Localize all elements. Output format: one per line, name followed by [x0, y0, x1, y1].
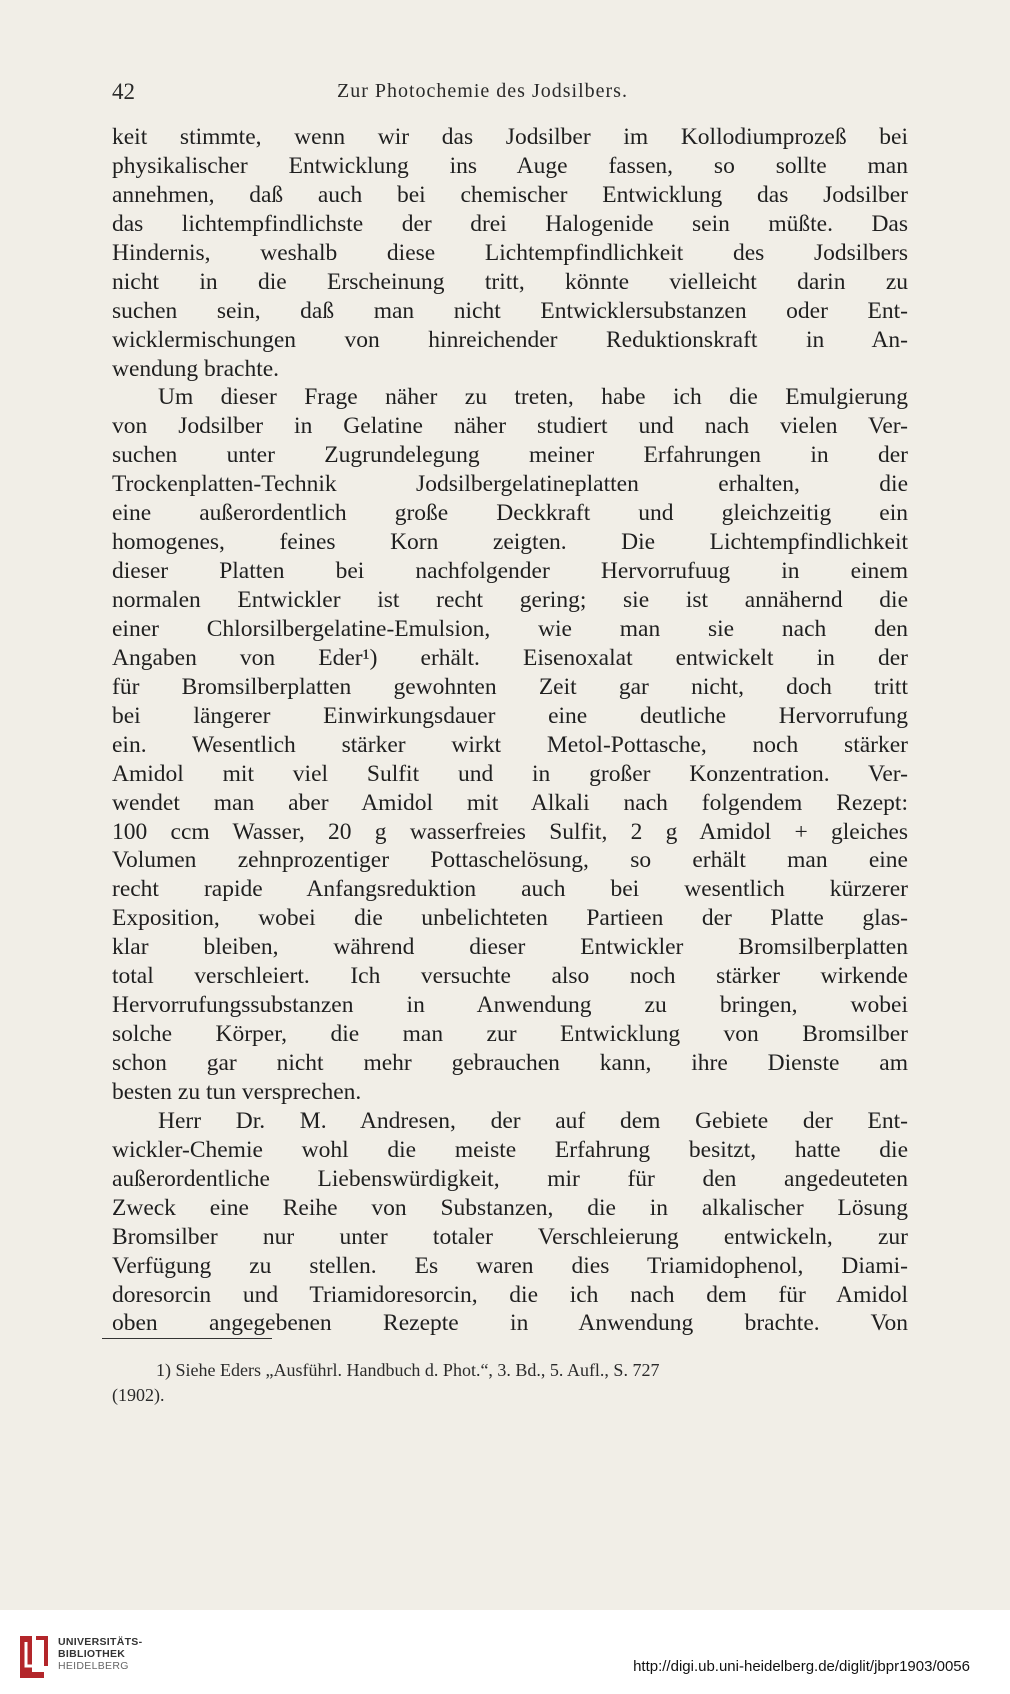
text-line: von Jodsilber in Gelatine näher studiert und nach vielen Ver-	[112, 413, 908, 440]
page-header	[112, 79, 906, 111]
text-line: das lichtempfindlichste der drei Halogenide sein müßte. Das	[112, 210, 908, 237]
text-line: keit stimmte, wenn wir das Jodsilber im Kollodiumprozeß bei	[112, 124, 908, 150]
text-line: nicht in die Erscheinung tritt, könnte vielleicht darin zu	[112, 268, 908, 295]
library-logo-icon	[14, 1632, 54, 1682]
running-title: Zur Photochemie des Jodsilbers.	[337, 80, 628, 102]
library-name-line: BIBLIOTHEK	[58, 1648, 126, 1660]
text-line: Zweck eine Reihe von Substanzen, die in alkalischer Lösung	[112, 1194, 908, 1221]
text-line: normalen Entwickler ist recht gering; sie ist annähernd die	[112, 587, 908, 613]
text-line: eine außerordentlich große Deckkraft und gleichzeitig ein	[112, 500, 908, 527]
text-line: Hindernis, weshalb diese Lichtempfindlichkeit des Jodsilbers	[112, 239, 908, 266]
text-line: für Bromsilberplatten gewohnten Zeit gar nicht, doch tritt	[112, 673, 908, 700]
text-line: wicklermischungen von hinreichender Reduktionskraft in An-	[112, 326, 908, 353]
footnote-line: 1) Siehe Eders „Ausführl. Handbuch d. Phot.“, 3. Bd., 5. Aufl., S. 727	[156, 1360, 660, 1380]
text-line: Um dieser Frage näher zu treten, habe ich die Emulgierung	[158, 384, 908, 411]
text-line: physikalischer Entwicklung ins Auge fassen, so sollte man	[112, 152, 908, 179]
text-line: Angaben von Eder¹) erhält. Eisenoxalat entwickelt in der	[112, 644, 908, 671]
text-line: total verschleiert. Ich versuchte also noch stärker wirkende	[112, 963, 908, 990]
text-line: dieser Platten bei nachfolgender Hervorrufuug in einem	[112, 558, 908, 585]
footnote-line: (1902).	[112, 1385, 165, 1405]
page-number: 42	[112, 79, 135, 104]
text-line: Verfügung zu stellen. Es waren dies Triamidophenol, Diami-	[112, 1252, 908, 1279]
footnote-divider	[102, 1338, 272, 1339]
footnote	[112, 1358, 908, 1408]
text-line: ein. Wesentlich stärker wirkt Metol-Pottasche, noch stärker	[112, 731, 908, 758]
text-line: wendung brachte.	[112, 355, 280, 382]
text-line: homogenes, feines Korn zeigten. Die Lichtempfindlichkeit	[112, 529, 908, 556]
text-line: suchen sein, daß man nicht Entwicklersubstanzen oder Ent-	[112, 297, 908, 324]
text-line: Amidol mit viel Sulfit und in großer Konzentration. Ver-	[112, 760, 908, 787]
body-text	[112, 123, 908, 1338]
text-line: Bromsilber nur unter totaler Verschleierung entwickeln, zur	[112, 1223, 908, 1250]
text-line: recht rapide Anfangsreduktion auch bei wesentlich kürzerer	[112, 876, 908, 903]
text-line: wickler-Chemie wohl die meiste Erfahrung besitzt, hatte die	[112, 1136, 908, 1163]
text-line: wendet man aber Amidol mit Alkali nach folgendem Rezept:	[112, 789, 908, 816]
text-line: außerordentliche Liebenswürdigkeit, mir für den angedeuteten	[112, 1165, 908, 1192]
text-line: 100 ccm Wasser, 20 g wasserfreies Sulfit, 2 g Amidol + gleiches	[112, 818, 908, 845]
text-line: suchen unter Zugrundelegung meiner Erfahrungen in der	[112, 442, 908, 469]
text-line: Herr Dr. M. Andresen, der auf dem Gebiete der Ent-	[158, 1107, 908, 1134]
library-name	[58, 1636, 142, 1672]
text-line: oben angegebenen Rezepte in Anwendung brachte. Von	[112, 1310, 908, 1337]
source-url-link[interactable]: http://digi.ub.uni-heidelberg.de/diglit/jbpr1903/0056	[633, 1658, 970, 1675]
text-line: doresorcin und Triamidoresorcin, die ich nach dem für Amidol	[112, 1281, 908, 1308]
text-line: Volumen zehnprozentiger Pottaschelösung, so erhält man eine	[112, 847, 908, 874]
text-line: bei längerer Einwirkungsdauer eine deutliche Hervorrufung	[112, 702, 908, 729]
text-line: Exposition, wobei die unbelichteten Partieen der Platte glas-	[112, 905, 908, 932]
text-line: besten zu tun versprechen.	[112, 1078, 362, 1105]
text-line: solche Körper, die man zur Entwicklung von Bromsilber	[112, 1021, 908, 1048]
text-line: Trockenplatten-Technik Jodsilbergelatineplatten erhalten, die	[112, 471, 908, 498]
library-name-line: HEIDELBERG	[58, 1660, 129, 1672]
text-line: annehmen, daß auch bei chemischer Entwicklung das Jodsilber	[112, 181, 908, 208]
text-line: einer Chlorsilbergelatine-Emulsion, wie man sie nach den	[112, 615, 908, 642]
text-line: klar bleiben, während dieser Entwickler Bromsilberplatten	[112, 934, 908, 961]
text-line: schon gar nicht mehr gebrauchen kann, ihre Dienste am	[112, 1050, 908, 1076]
library-name-line: UNIVERSITÄTS-	[58, 1636, 143, 1648]
footer-bar	[0, 1610, 1010, 1694]
text-line: Hervorrufungssubstanzen in Anwendung zu bringen, wobei	[112, 992, 908, 1019]
